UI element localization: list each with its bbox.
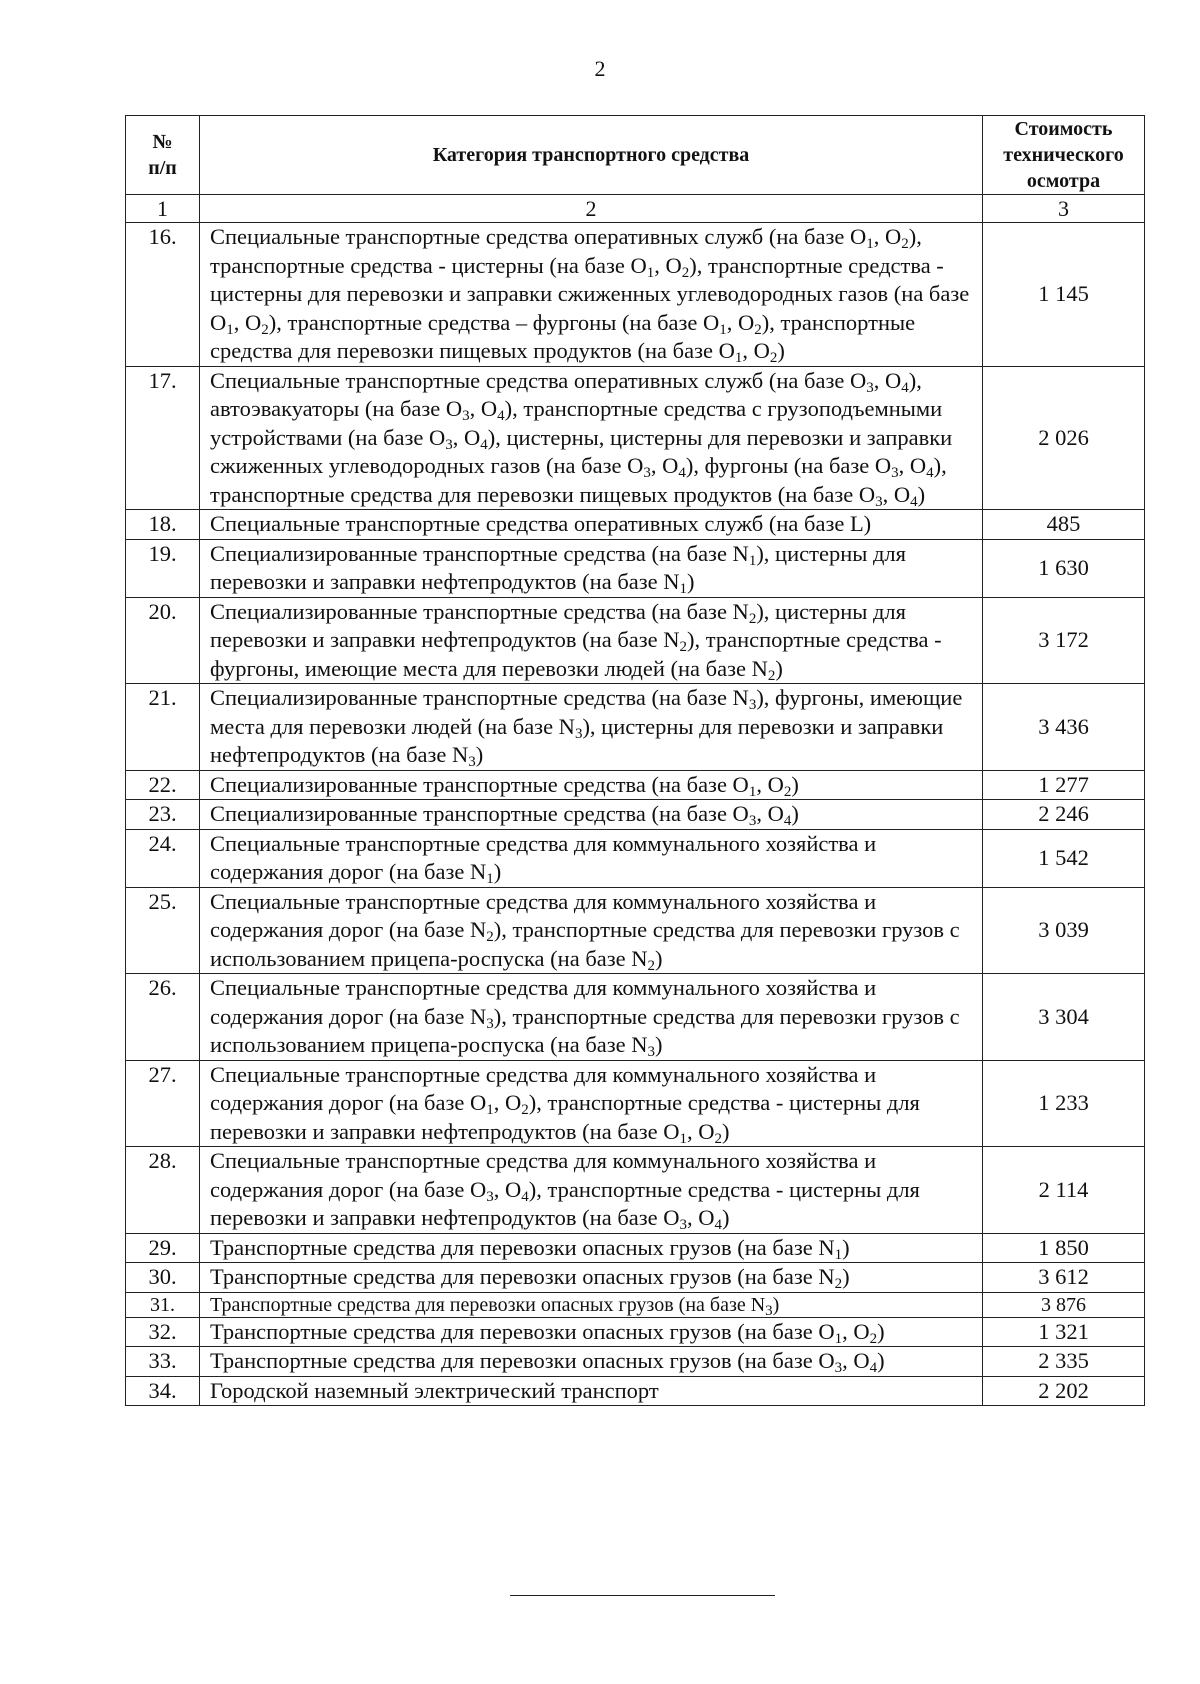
row-category: Транспортные средства для перевозки опасных грузов (на базе $O_3$, $O_4$) [200,1347,983,1377]
header-cost-line1: Стоимость [1014,118,1113,140]
row-cost: 3 304 [983,974,1145,1061]
row-category: Специализированные транспортные средства (на базе $N_3$), фургоны, имеющие места для перевозки людей (на базе $N_3$), цистерны для перевозки и заправки нефтепродуктов (на базе $N_3$) [200,684,983,771]
column-index-row [126,195,1145,223]
table-row [126,770,1145,800]
table-row [126,1233,1145,1263]
row-number: 33. [126,1347,200,1377]
row-number: 27. [126,1060,200,1147]
page-number: 2 [594,56,606,81]
row-category: Специальные транспортные средства для коммунального хозяйства и содержания дорог (на базе $N_2$), транспортные средства для перевозки грузов с использованием прицепа-роспуска (на базе $N_2$) [200,887,983,974]
column-index-1: 1 [126,195,200,223]
row-category: Специальные транспортные средства оперативных служб (на базе $O_1$, $O_2$), транспортные средства - цистерны (на базе $O_1$, $O_2$), транспортные средства - цистерны для перевозки и заправки сжиженных углеводородных газов (на базе $O_1$, $O_2$), транспортные средства – фургоны (на базе $O_1$, $O_2$), транспортные средства для перевозки пищевых продуктов (на базе $O_1$, $O_2$) [200,223,983,367]
row-number: 32. [126,1317,200,1347]
table-row [126,539,1145,597]
row-number: 28. [126,1147,200,1234]
row-category: Городской наземный электрический транспорт [200,1376,983,1406]
table-row [126,1347,1145,1377]
row-cost: 1 233 [983,1060,1145,1147]
table-row [126,1147,1145,1234]
row-cost: 1 850 [983,1233,1145,1263]
header-cost-line3: осмотра [1026,170,1101,192]
header-cost [983,116,1145,195]
cost-table [125,115,1145,1406]
row-category: Специальные транспортные средства оперативных служб (на базе $O_3$, $O_4$), автоэвакуаторы (на базе $O_3$, $O_4$), транспортные средства с грузоподъемными устройствами (на базе $O_3$, $O_4$), цистерны, цистерны для перевозки и заправки сжиженных углеводородных газов (на базе $O_3$, $O_4$), фургоны (на базе $O_3$, $O_4$), транспортные средства для перевозки пищевых продуктов (на базе $O_3$, $O_4$) [200,366,983,510]
row-cost: 1 145 [983,223,1145,367]
table-row [126,597,1145,684]
table-row [126,1263,1145,1293]
row-cost: 3 039 [983,887,1145,974]
row-category: Специализированные транспортные средства (на базе $N_2$), цистерны для перевозки и заправки нефтепродуктов (на базе $N_2$), транспортные средства - фургоны, имеющие места для перевозки людей (на базе $N_2$) [200,597,983,684]
row-cost: 2 114 [983,1147,1145,1234]
row-category: Специальные транспортные средства для коммунального хозяйства и содержания дорог (на базе $N_3$), транспортные средства для перевозки грузов с использованием прицепа-роспуска (на базе $N_3$) [200,974,983,1061]
row-number: 21. [126,684,200,771]
table-row [126,887,1145,974]
row-number: 26. [126,974,200,1061]
row-category: Транспортные средства для перевозки опасных грузов (на базе $N_2$) [200,1263,983,1293]
row-cost: 2 335 [983,1347,1145,1377]
row-number: 30. [126,1263,200,1293]
header-num-line1: № [152,131,173,153]
table-row [126,1292,1145,1317]
row-category: Специальные транспортные средства для коммунального хозяйства и содержания дорог (на базе $N_1$) [200,829,983,887]
table-row [126,684,1145,771]
row-number: 19. [126,539,200,597]
row-number: 20. [126,597,200,684]
row-category: Специализированные транспортные средства (на базе $N_1$), цистерны для перевозки и заправки нефтепродуктов (на базе $N_1$) [200,539,983,597]
row-cost: 1 542 [983,829,1145,887]
row-cost: 2 246 [983,800,1145,830]
table-row [126,366,1145,510]
column-index-3: 3 [983,195,1145,223]
row-cost: 485 [983,510,1145,540]
table-row [126,510,1145,540]
row-category: Специальные транспортные средства для коммунального хозяйства и содержания дорог (на базе $O_3$, $O_4$), транспортные средства - цистерны для перевозки и заправки нефтепродуктов (на базе $O_3$, $O_4$) [200,1147,983,1234]
table-header [126,116,1145,223]
table-row [126,974,1145,1061]
row-cost: 1 321 [983,1317,1145,1347]
row-category: Транспортные средства для перевозки опасных грузов (на базе $N_3$) [200,1292,983,1317]
row-cost: 3 436 [983,684,1145,771]
table-body [126,223,1145,1406]
row-number: 23. [126,800,200,830]
table-row [126,223,1145,367]
row-number: 29. [126,1233,200,1263]
row-cost: 3 612 [983,1263,1145,1293]
header-cost-line2: технического [1003,144,1124,166]
row-category: Специальные транспортные средства для коммунального хозяйства и содержания дорог (на базе $O_1$, $O_2$), транспортные средства - цистерны для перевозки и заправки нефтепродуктов (на базе $O_1$, $O_2$) [200,1060,983,1147]
header-num [126,116,200,195]
row-cost: 3 172 [983,597,1145,684]
column-index-2: 2 [200,195,983,223]
table-row [126,800,1145,830]
row-category: Специализированные транспортные средства (на базе $O_3$, $O_4$) [200,800,983,830]
row-number: 16. [126,223,200,367]
table-row [126,1060,1145,1147]
table-row [126,1376,1145,1406]
row-number: 25. [126,887,200,974]
footer-rule [510,1595,775,1596]
table-row [126,1317,1145,1347]
row-category: Транспортные средства для перевозки опасных грузов (на базе $O_1$, $O_2$) [200,1317,983,1347]
row-cost: 1 630 [983,539,1145,597]
row-category: Специальные транспортные средства оперативных служб (на базе L) [200,510,983,540]
row-cost: 1 277 [983,770,1145,800]
table-row [126,829,1145,887]
row-cost: 3 876 [983,1292,1145,1317]
row-number: 34. [126,1376,200,1406]
header-category: Категория транспортного средства [200,116,983,195]
row-number: 24. [126,829,200,887]
row-category: Транспортные средства для перевозки опасных грузов (на базе $N_1$) [200,1233,983,1263]
row-number: 17. [126,366,200,510]
row-cost: 2 026 [983,366,1145,510]
header-num-line2: п/п [148,157,177,179]
row-category: Специализированные транспортные средства (на базе $O_1$, $O_2$) [200,770,983,800]
row-cost: 2 202 [983,1376,1145,1406]
row-number: 18. [126,510,200,540]
row-number: 31. [126,1292,200,1317]
row-number: 22. [126,770,200,800]
